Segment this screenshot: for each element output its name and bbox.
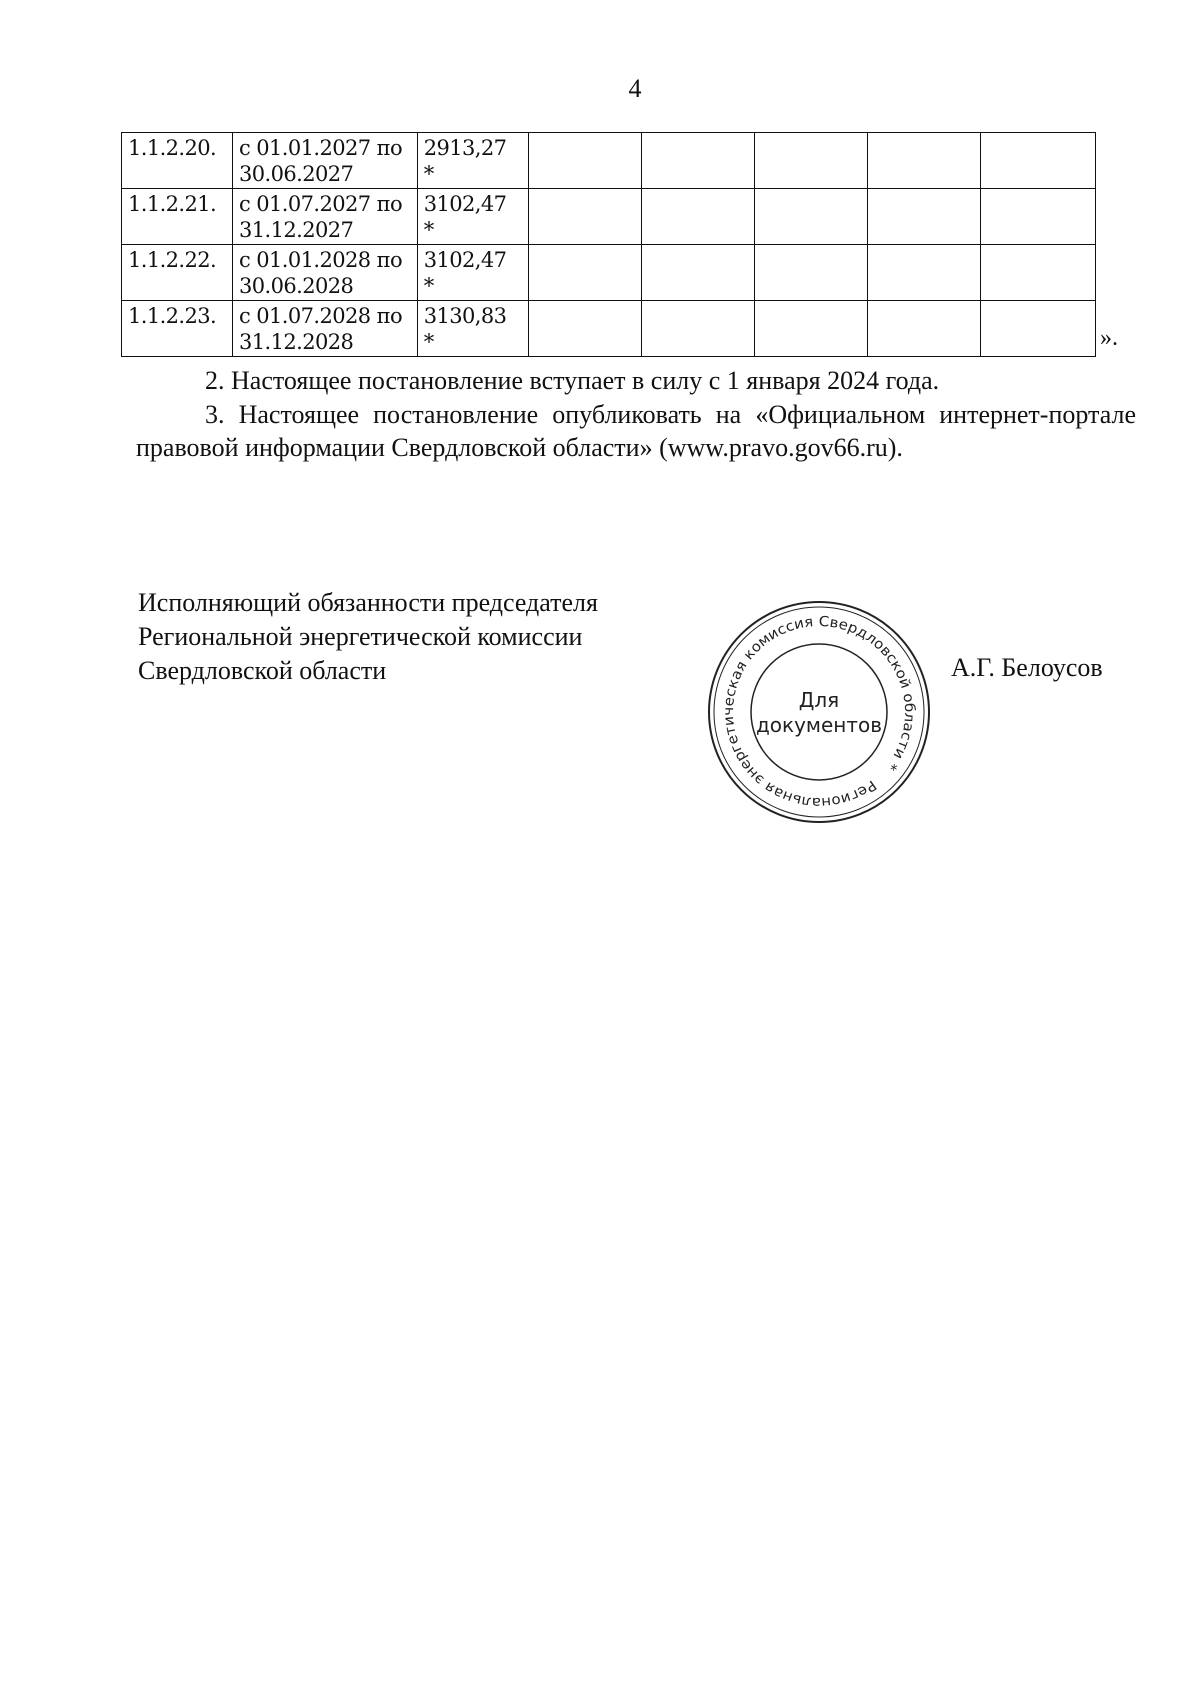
empty-cell <box>867 245 980 301</box>
period-start: с 01.01.2027 по <box>239 136 403 160</box>
period-start: с 01.07.2027 по <box>239 192 403 216</box>
empty-cell <box>867 301 980 357</box>
period-cell <box>233 301 418 357</box>
official-stamp <box>704 597 934 827</box>
row-number-cell: 1.1.2.21. <box>122 189 233 245</box>
table-row <box>122 189 1096 245</box>
paragraph-publication: 3. Настоящее постановление опубликовать на «Официальном интернет-портале правовой информации Свердловской области» (www.pravo.gov66.ru). <box>136 400 1136 462</box>
row-number-cell: 1.1.2.20. <box>122 133 233 189</box>
stamp-center-line1: Для <box>798 688 840 712</box>
position-line: Региональной энергетической комиссии <box>138 622 583 651</box>
empty-cell <box>980 245 1095 301</box>
table-row <box>122 245 1096 301</box>
stamp-outer-ring-inner <box>714 607 924 817</box>
empty-cell <box>641 301 754 357</box>
table-row <box>122 301 1096 357</box>
empty-cell <box>754 133 867 189</box>
period-end: 30.06.2027 <box>239 162 354 186</box>
period-cell <box>233 133 418 189</box>
period-cell <box>233 245 418 301</box>
empty-cell <box>867 133 980 189</box>
tariff-table <box>121 132 1096 357</box>
table-row <box>122 133 1096 189</box>
stamp-ring-text: Региональная энергетическая комиссия Свердловской области * <box>720 613 918 811</box>
row-number-cell: 1.1.2.23. <box>122 301 233 357</box>
empty-cell <box>754 245 867 301</box>
stamp-outer-ring <box>709 602 929 822</box>
period-end: 31.12.2027 <box>239 218 354 242</box>
period-start: с 01.07.2028 по <box>239 304 403 328</box>
signatory-position <box>138 586 598 688</box>
empty-cell <box>528 189 641 245</box>
empty-cell <box>867 189 980 245</box>
signer-name: А.Г. Белоусов <box>951 653 1103 682</box>
empty-cell <box>754 301 867 357</box>
stamp-inner-ring <box>751 644 887 780</box>
value-cell: 3102,47 * <box>417 189 528 245</box>
period-end: 30.06.2028 <box>239 274 354 298</box>
empty-cell <box>980 189 1095 245</box>
value-cell: 2913,27 * <box>417 133 528 189</box>
empty-cell <box>754 189 867 245</box>
empty-cell <box>980 301 1095 357</box>
empty-cell <box>641 133 754 189</box>
closing-quote: ». <box>1100 325 1118 351</box>
paragraph-effective-date: 2. Настоящее постановление вступает в силу с 1 января 2024 года. <box>205 366 940 395</box>
period-end: 31.12.2028 <box>239 330 354 354</box>
period-cell <box>233 189 418 245</box>
empty-cell <box>980 133 1095 189</box>
empty-cell <box>528 301 641 357</box>
row-number-cell: 1.1.2.22. <box>122 245 233 301</box>
period-start: с 01.01.2028 по <box>239 248 403 272</box>
position-line: Свердловской области <box>138 656 387 685</box>
value-cell: 3102,47 * <box>417 245 528 301</box>
stamp-center-line2: документов <box>755 713 883 737</box>
empty-cell <box>528 133 641 189</box>
empty-cell <box>641 189 754 245</box>
value-cell: 3130,83 * <box>417 301 528 357</box>
empty-cell <box>641 245 754 301</box>
empty-cell <box>528 245 641 301</box>
page-number: 4 <box>628 74 642 103</box>
position-line: Исполняющий обязанности председателя <box>138 588 598 617</box>
